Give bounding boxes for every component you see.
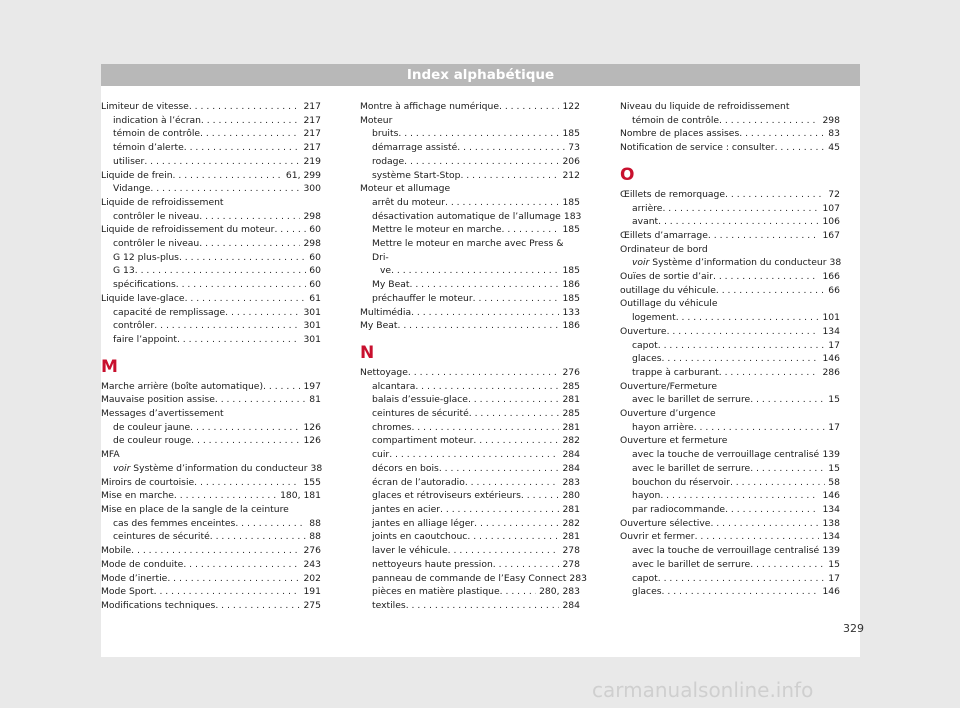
index-subentry: témoin d’alerte . . . 217 [101, 141, 321, 155]
index-subentry: glaces et rétroviseurs extérieurs . . . 280 [360, 489, 580, 503]
index-subentry: pièces en matière plastique . . . 280, 283 [360, 585, 580, 599]
index-subentry: contrôler le niveau . . . 298 [101, 210, 321, 224]
index-entry: Ouverture et fermeture [620, 435, 728, 447]
index-entry: MFA [101, 449, 120, 461]
index-subentry: avec le barillet de serrure . . . 15 [620, 393, 840, 407]
index-subentry: cas des femmes enceintes . . . 88 [101, 517, 321, 531]
index-subentry: glaces . . . 146 [620, 585, 840, 599]
index-entry: Modifications techniques . . . 275 [101, 599, 321, 613]
index-subentry: spécifications . . . 60 [101, 278, 321, 292]
page-number: 329 [843, 622, 864, 635]
index-entry: Outillage du véhicule [620, 298, 718, 310]
watermark: carmanualsonline.info [592, 678, 814, 702]
index-entry: Montre à affichage numérique . . . 122 [360, 100, 580, 114]
index-subentry: contrôler le niveau . . . 298 [101, 237, 321, 251]
index-subentry: balais d’essuie-glace . . . 281 [360, 393, 580, 407]
index-subentry: arrière . . . 107 [620, 202, 840, 216]
index-entry: Liquide de refroidissement du moteur . . . 60 [101, 223, 321, 237]
index-entry: outillage du véhicule . . . 66 [620, 284, 840, 298]
index-entry: Miroirs de courtoisie . . . 155 [101, 476, 321, 490]
index-entry: Mode d’inertie . . . 202 [101, 572, 321, 586]
index-entry: Notification de service : consulter . . . 45 [620, 141, 840, 155]
index-entry: Liquide de refroidissement [101, 196, 224, 208]
index-entry: Nettoyage . . . 276 [360, 366, 580, 380]
index-subentry: écran de l’autoradio . . . 283 [360, 476, 580, 490]
index-entry: Ordinateur de bord [620, 243, 708, 255]
index-subentry: désactivation automatique de l’allumage 183 [372, 210, 582, 222]
index-entry: Ouverture d’urgence [620, 408, 716, 420]
index-subentry: jantes en acier . . . 281 [360, 503, 580, 517]
index-subentry: capacité de remplissage . . . 301 [101, 306, 321, 320]
index-entry: Ouïes de sortie d’air . . . 166 [620, 270, 840, 284]
section-header: Index alphabétique [101, 64, 860, 86]
index-subentry: G 13 . . . 60 [101, 264, 321, 278]
index-subentry: hayon arrière . . . 17 [620, 421, 840, 435]
index-subentry: jantes en alliage léger . . . 282 [360, 517, 580, 531]
index-subentry: hayon . . . 146 [620, 489, 840, 503]
index-subentry: My Beat . . . 186 [360, 278, 580, 292]
index-subentry: avec le barillet de serrure . . . 15 [620, 558, 840, 572]
index-subentry: démarrage assisté . . . 73 [360, 141, 580, 155]
index-entry: Mobile . . . 276 [101, 544, 321, 558]
index-entry: Mode de conduite . . . 243 [101, 558, 321, 572]
index-subentry: textiles . . . 284 [360, 599, 580, 613]
index-subentry: logement . . . 101 [620, 311, 840, 325]
index-subentry: utiliser . . . 219 [101, 155, 321, 169]
index-entry: Multimédia . . . 133 [360, 306, 580, 320]
index-entry: Ouverture sélective . . . 138 [620, 517, 840, 531]
index-entry: Liquide de frein . . . 61, 299 [101, 169, 321, 183]
index-column-1 [101, 100, 321, 613]
index-subentry: compartiment moteur . . . 282 [360, 434, 580, 448]
index-subentry: G 12 plus-plus . . . 60 [101, 251, 321, 265]
index-subentry: Vidange . . . 300 [101, 182, 321, 196]
section-letter: M [101, 356, 118, 377]
index-subentry: ceintures de sécurité . . . 88 [101, 530, 321, 544]
index-entry: Œillets de remorquage . . . 72 [620, 188, 840, 202]
index-subentry: par radiocommande . . . 134 [620, 503, 840, 517]
index-subentry: indication à l’écran . . . 217 [101, 114, 321, 128]
index-entry: Niveau du liquide de refroidissement [620, 101, 790, 112]
index-subentry: avec la touche de verrouillage centralisé . . . 139 [620, 448, 840, 462]
index-subentry: décors en bois . . . 284 [360, 462, 580, 476]
index-subentry: témoin de contrôle . . . 217 [101, 127, 321, 141]
index-subentry: faire l’appoint . . . 301 [101, 333, 321, 347]
index-subentry: alcantara . . . 285 [360, 380, 580, 394]
index-subentry: cuir . . . 284 [360, 448, 580, 462]
index-subentry: ceintures de sécurité . . . 285 [360, 407, 580, 421]
index-subentry: préchauffer le moteur . . . 185 [360, 292, 580, 306]
index-entry: Ouverture . . . 134 [620, 325, 840, 339]
index-subentry: trappe à carburant . . . 286 [620, 366, 840, 380]
index-entry: Ouvrir et fermer . . . 134 [620, 530, 840, 544]
section-letter: N [360, 342, 375, 363]
index-entry: Marche arrière (boîte automatique) . . . 197 [101, 380, 321, 394]
section-letter: O [620, 164, 635, 185]
index-subentry: laver le véhicule . . . 278 [360, 544, 580, 558]
index-subentry: avec le barillet de serrure . . . 15 [620, 462, 840, 476]
index-entry: Limiteur de vitesse . . . 217 [101, 100, 321, 114]
index-entry: My Beat . . . 186 [360, 319, 580, 333]
index-subentry: panneau de commande de l’Easy Connect 283 [372, 572, 587, 584]
index-subentry: de couleur jaune . . . 126 [101, 421, 321, 435]
index-subentry: bruits . . . 185 [360, 127, 580, 141]
index-entry: Liquide lave-glace . . . 61 [101, 292, 321, 306]
index-subentry: voir Système d’information du conducteur 38 [113, 462, 323, 474]
index-entry: Mise en marche . . . 180, 181 [101, 489, 321, 503]
index-entry: Mauvaise position assise . . . 81 [101, 393, 321, 407]
index-subentry: arrêt du moteur . . . 185 [360, 196, 580, 210]
index-subentry: chromes . . . 281 [360, 421, 580, 435]
index-column-2 [360, 100, 587, 613]
index-subentry: avant . . . 106 [620, 215, 840, 229]
index-subentry: rodage . . . 206 [360, 155, 580, 169]
index-subentry: voir Système d’information du conducteur 38 [632, 257, 842, 269]
index-subentry: capot . . . 17 [620, 572, 840, 586]
index-column-3 [620, 100, 840, 599]
index-subentry-continued: ve . . . 185 [360, 264, 580, 278]
index-entry: Nombre de places assises . . . 83 [620, 127, 840, 141]
index-subentry: avec la touche de verrouillage centralisé . . . 139 [620, 544, 840, 558]
index-subentry: joints en caoutchouc . . . 281 [360, 530, 580, 544]
index-subentry: bouchon du réservoir . . . 58 [620, 476, 840, 490]
index-entry: Moteur [360, 114, 393, 126]
index-subentry: témoin de contrôle . . . 298 [620, 114, 840, 128]
index-subentry: glaces . . . 146 [620, 352, 840, 366]
index-subentry: Mettre le moteur en marche avec Press & Dri- [372, 238, 564, 263]
index-subentry: capot . . . 17 [620, 339, 840, 353]
index-entry: Moteur et allumage [360, 183, 451, 195]
index-subentry: système Start-Stop . . . 212 [360, 169, 580, 183]
index-entry: Messages d’avertissement [101, 408, 224, 420]
index-subentry: de couleur rouge . . . 126 [101, 434, 321, 448]
index-subentry: contrôler . . . 301 [101, 319, 321, 333]
index-entry: Mise en place de la sangle de la ceinture [101, 503, 289, 515]
index-subentry: nettoyeurs haute pression . . . 278 [360, 558, 580, 572]
index-entry: Mode Sport . . . 191 [101, 585, 321, 599]
index-subentry: Mettre le moteur en marche . . . 185 [360, 223, 580, 237]
index-entry: Ouverture/Fermeture [620, 380, 717, 392]
index-entry: Œillets d’amarrage . . . 167 [620, 229, 840, 243]
